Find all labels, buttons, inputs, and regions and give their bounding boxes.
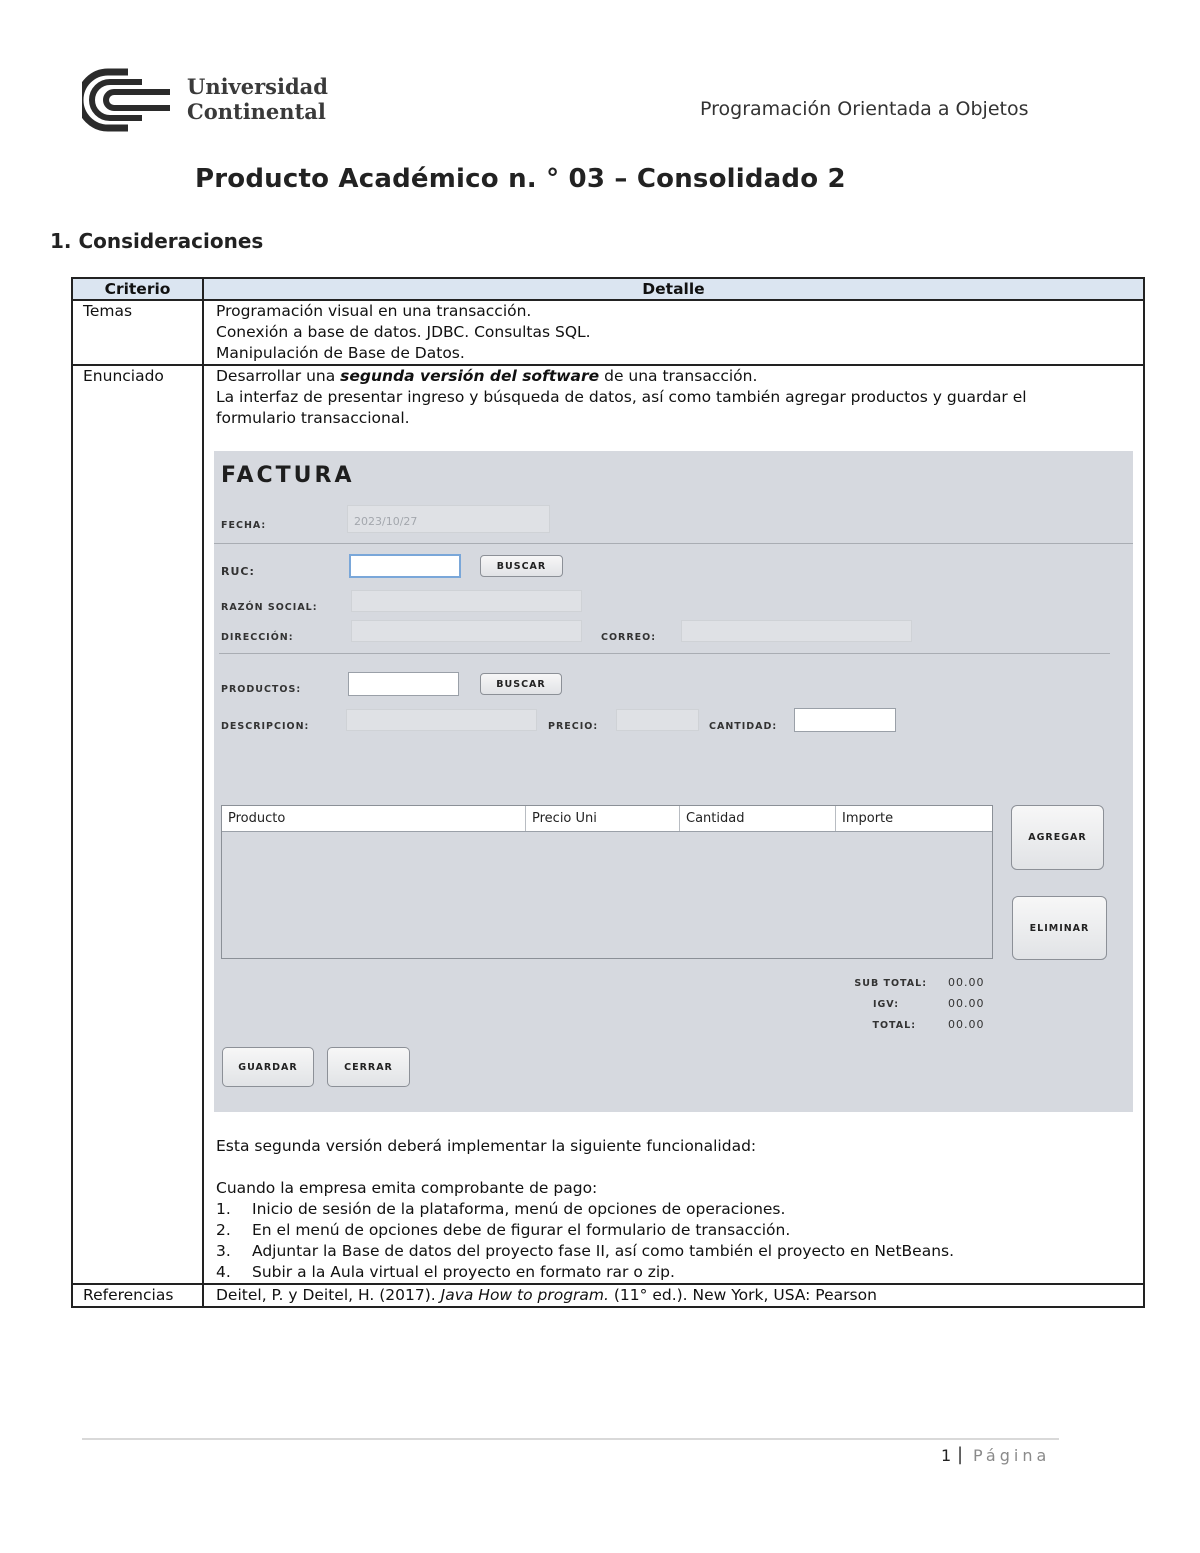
referencia-detail: Deitel, P. y Deitel, H. (2017). Java How to program. (11° ed.). New York, USA: Pearson [203,1284,1144,1307]
eliminar-button[interactable]: ELIMINAR [1012,896,1107,960]
products-table-header [222,806,992,832]
razon-social-field [351,590,582,612]
correo-field [681,620,912,642]
column-header-detalle: Detalle [203,278,1144,300]
list-item: 1. Inicio de sesión de la plataforma, menú de opciones de operaciones. [216,1200,786,1218]
enunciado-line: Desarrollar una segunda versión del software de una transacción. [216,367,758,385]
university-logo-icon [82,68,174,132]
razon-social-label: RAZÓN SOCIAL: [221,602,318,613]
correo-label: CORREO: [601,632,657,643]
table-row-temas [72,300,1144,365]
cantidad-label: CANTIDAD: [709,721,778,732]
intro-text: Esta segunda versión deberá implementar la siguiente funcionalidad: [216,1137,757,1155]
section-heading: 1. Consideraciones [50,229,264,253]
direccion-label: DIRECCIÓN: [221,632,294,643]
cantidad-input[interactable] [794,708,896,732]
igv-value: 00.00 [948,997,985,1010]
total-label: TOTAL: [872,1020,916,1031]
factura-title: FACTURA [221,463,355,488]
guardar-button[interactable]: GUARDAR [222,1047,314,1087]
separator-line [219,653,1110,654]
column-header-producto: Producto [222,806,526,831]
table-header-row [72,278,1144,300]
table-row-enunciado [72,365,1144,1284]
enunciado-line: La interfaz de presentar ingreso y búsqueda de datos, así como también agregar productos y guardar el [216,388,1027,406]
temas-line: Conexión a base de datos. JDBC. Consultas SQL. [216,323,591,341]
buscar-ruc-button[interactable]: BUSCAR [480,555,563,577]
university-logo-text: Universidad Continental [187,74,328,124]
page-separator: | [957,1444,964,1465]
agregar-button[interactable]: AGREGAR [1011,805,1104,870]
temas-detail [203,300,1144,365]
products-table[interactable] [221,805,993,959]
precio-label: PRECIO: [548,721,599,732]
book-title: Java How to program. [440,1286,609,1304]
factura-form-screenshot [214,451,1133,1112]
temas-line: Manipulación de Base de Datos. [216,344,465,362]
temas-line: Programación visual en una transacción. [216,302,532,320]
direccion-field [351,620,582,642]
descripcion-field [346,709,537,731]
fecha-label: FECHA: [221,520,267,531]
cuando-text: Cuando la empresa emita comprobante de pago: [216,1179,598,1197]
fecha-field: 2023/10/27 [347,505,550,533]
subtotal-value: 00.00 [948,976,985,989]
enunciado-detail [203,365,1144,1284]
column-header-criterio: Criterio [72,278,203,300]
row-label-referencias: Referencias [72,1284,203,1307]
row-label-enunciado: Enunciado [72,365,203,1284]
buscar-producto-button[interactable]: BUSCAR [480,673,562,695]
footer-divider [82,1438,1059,1440]
list-item: 3. Adjuntar la Base de datos del proyecto fase II, así como también el proyecto en NetBeans. [216,1242,955,1260]
page-word: Página [973,1446,1051,1465]
list-item: 4. Subir a la Aula virtual el proyecto en formato rar o zip. [216,1263,675,1281]
document-title: Producto Académico n. ° 03 – Consolidado 2 [195,164,846,194]
column-header-importe: Importe [842,811,894,826]
productos-label: PRODUCTOS: [221,684,302,695]
ruc-label: RUC: [221,565,255,578]
considerations-table [71,277,1145,1308]
subtotal-label: SUB TOTAL: [854,978,927,989]
list-item: 2. En el menú de opciones debe de figurar el formulario de transacción. [216,1221,791,1239]
page-number: 1 [941,1446,952,1465]
igv-label: IGV: [872,999,899,1010]
total-value: 00.00 [948,1018,985,1031]
table-row-referencias [72,1284,1144,1307]
descripcion-label: DESCRIPCION: [221,721,310,732]
cerrar-button[interactable]: CERRAR [327,1047,410,1087]
productos-input[interactable] [348,672,459,696]
course-name: Programación Orientada a Objetos [700,98,1029,120]
enunciado-line: formulario transaccional. [216,409,410,427]
column-header-cantidad: Cantidad [680,806,836,831]
enunciado-emphasis: segunda versión del software [340,367,600,385]
ruc-input[interactable] [349,554,461,578]
column-header-precio: Precio Uni [526,806,680,831]
separator-line [214,543,1133,544]
row-label-temas: Temas [72,300,203,365]
precio-field [616,709,699,731]
